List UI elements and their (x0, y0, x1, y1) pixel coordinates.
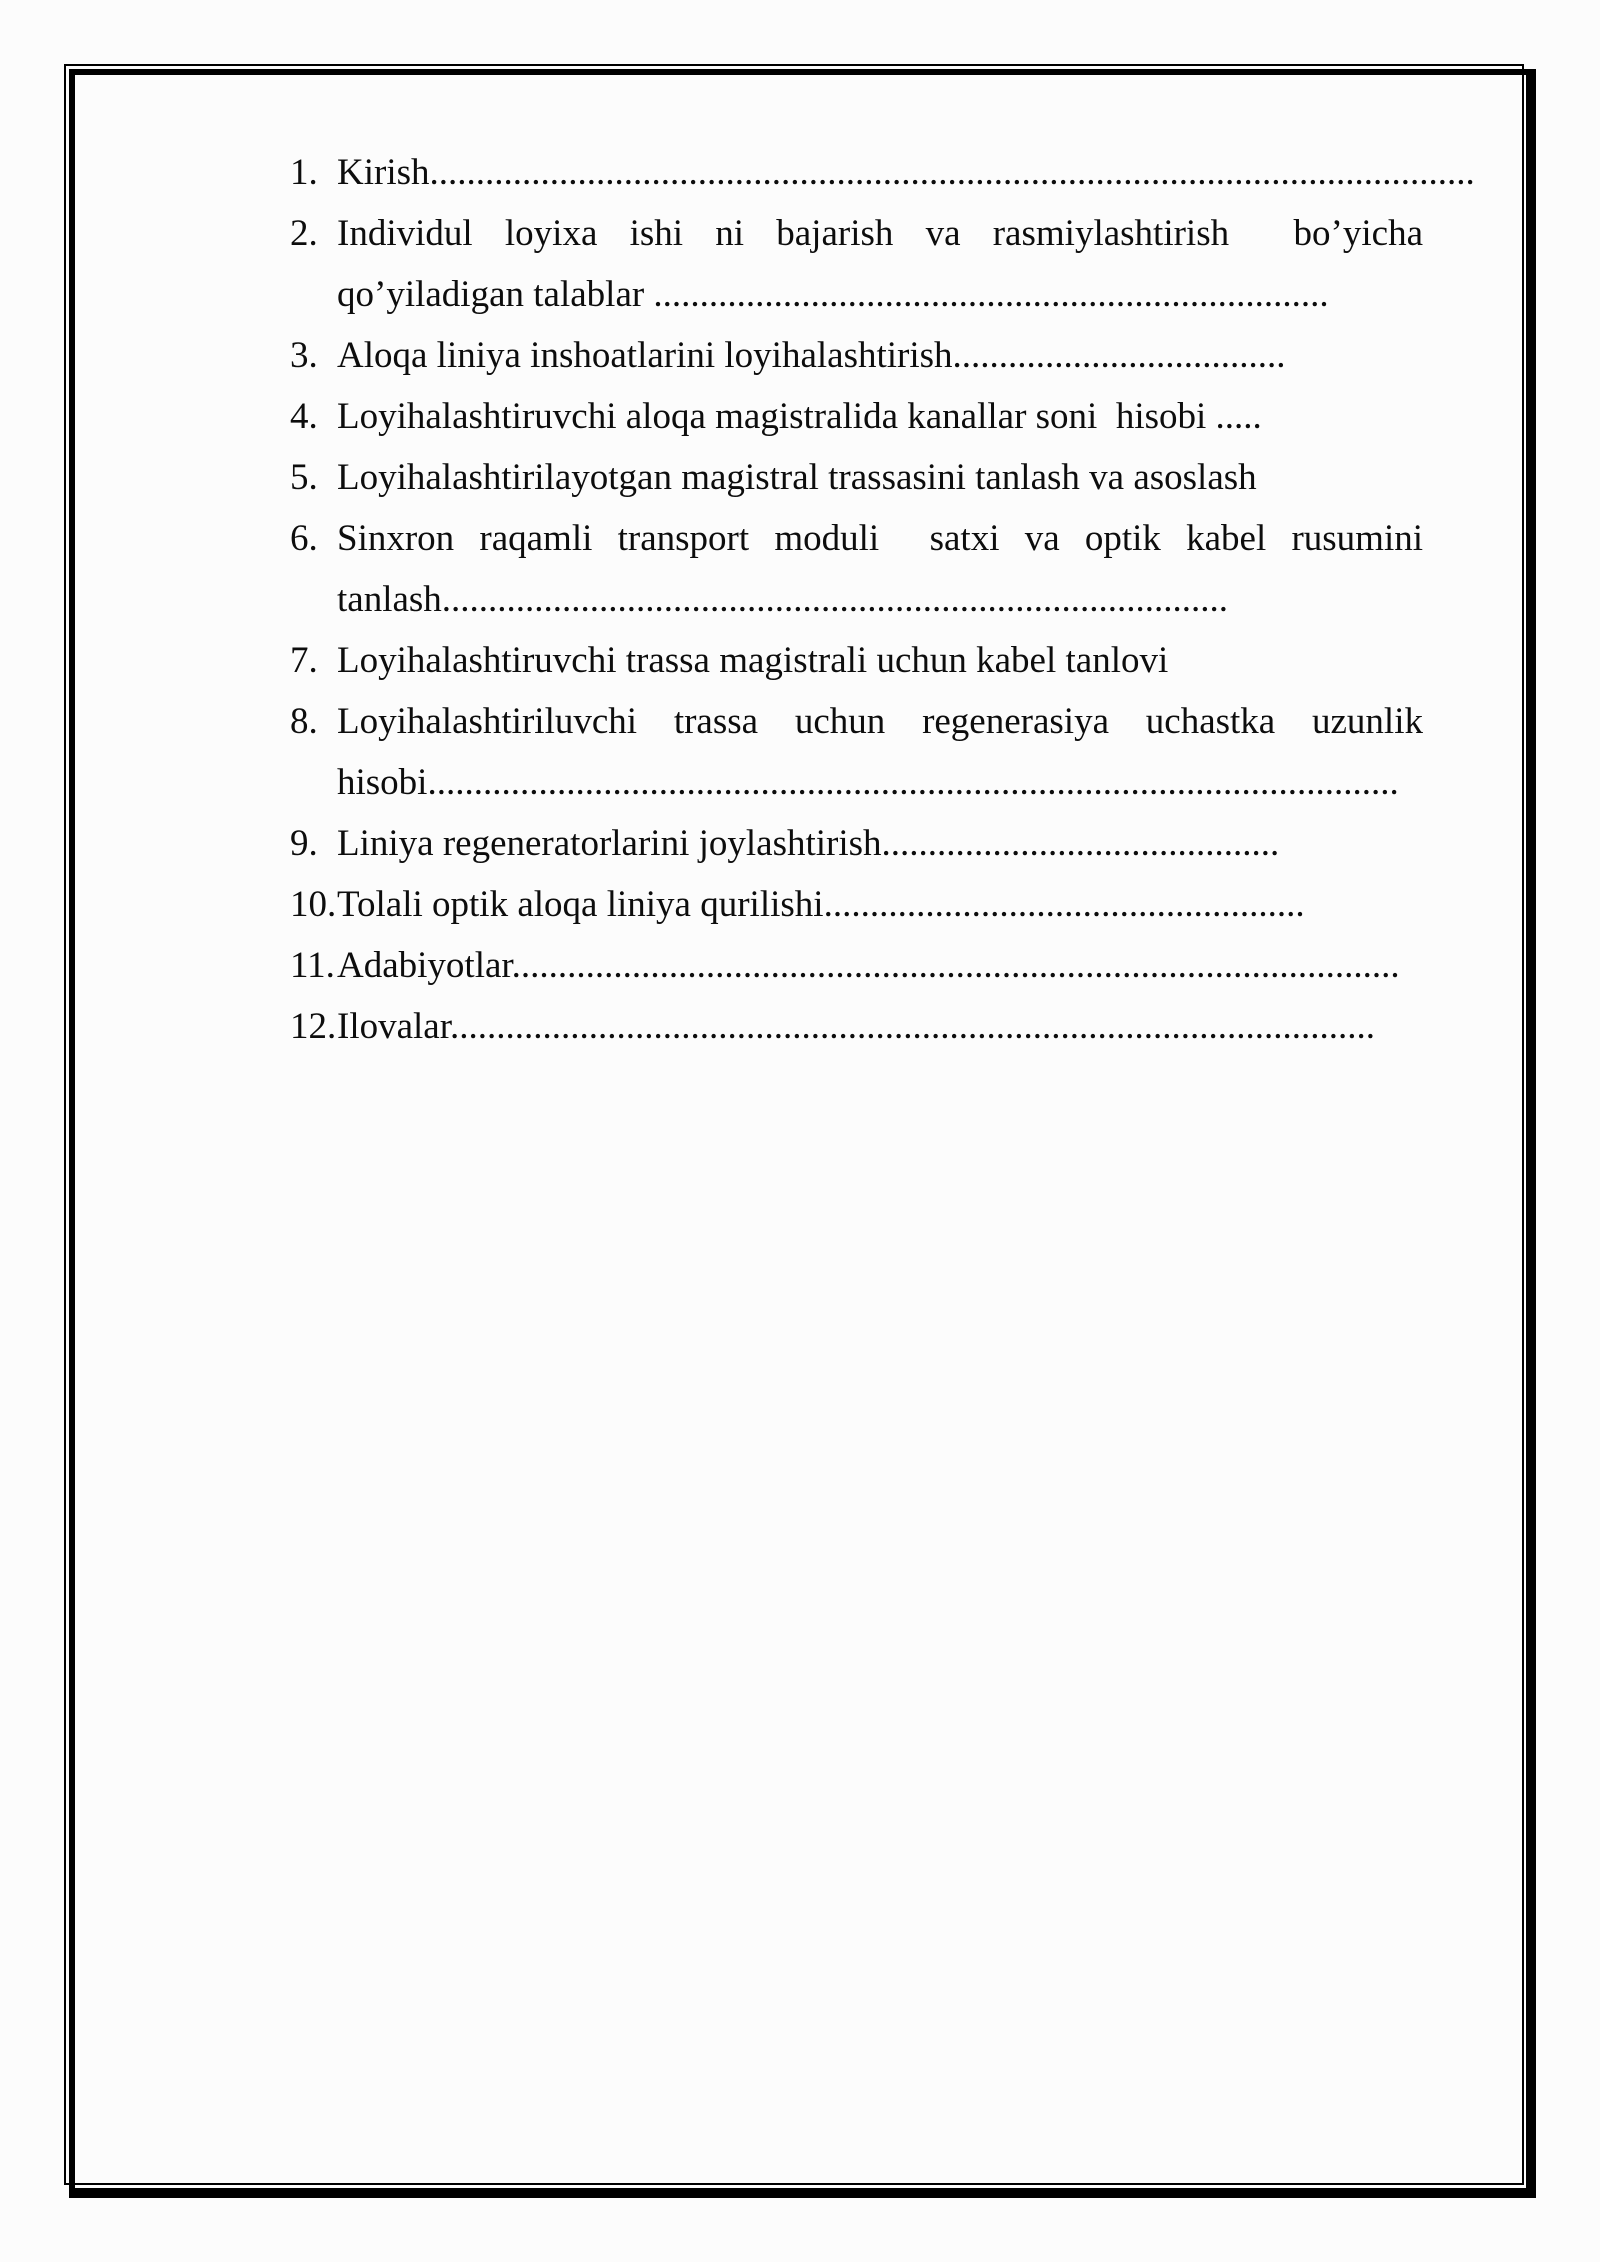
toc-item (290, 874, 1423, 935)
toc-line: Individul loyixa ishi ni bajarish va rasmiylashtirish bo’yicha (337, 213, 1423, 254)
toc-item-text (337, 996, 1423, 1057)
toc-item (290, 325, 1423, 386)
toc-line: Aloqa liniya inshoatlarini loyihalashtirish.................................... (337, 335, 1286, 376)
toc-item-number: 4. (290, 396, 318, 437)
toc-item (290, 447, 1423, 508)
toc-item-number: 12. (290, 1006, 337, 1047)
toc-item (290, 935, 1423, 996)
toc-item-text (337, 874, 1423, 935)
toc-item-text (337, 508, 1423, 630)
toc-item-text (337, 142, 1475, 203)
toc-item-number: 2. (290, 213, 318, 254)
toc-item (290, 203, 1423, 325)
toc-line: Ilovalar.................................................................................................... (337, 1006, 1376, 1047)
toc-item (290, 996, 1423, 1057)
toc-item-text (337, 935, 1423, 996)
toc-line: Loyihalashtiruvchi aloqa magistralida kanallar soni hisobi ..... (337, 396, 1262, 437)
toc-line: hisobi......................................................................................................... (337, 762, 1399, 803)
toc-line: Sinxron raqamli transport moduli satxi va optik kabel rusumini (337, 518, 1423, 559)
table-of-contents (290, 142, 1475, 1057)
toc-line: tanlash..................................................................................... (337, 579, 1229, 620)
toc-line: qo’yiladigan talablar ......................................................................... (337, 274, 1329, 315)
toc-line: Loyihalashtirilayotgan magistral trassasini tanlash va asoslash (337, 457, 1257, 498)
toc-item-text (337, 813, 1423, 874)
toc-item-number: 1. (290, 152, 318, 193)
toc-line: Loyihalashtiriluvchi trassa uchun regenerasiya uchastka uzunlik (337, 701, 1423, 742)
toc-line: Tolali optik aloqa liniya qurilishi.................................................... (337, 884, 1305, 925)
toc-item-number: 3. (290, 335, 318, 376)
toc-item-number: 10. (290, 884, 337, 925)
toc-line: Liniya regeneratorlarini joylashtirish........................................... (337, 823, 1280, 864)
toc-item-number: 9. (290, 823, 318, 864)
toc-line: Adabiyotlar................................................................................................ (337, 945, 1400, 986)
toc-item-number: 6. (290, 518, 318, 559)
toc-item (290, 142, 1475, 203)
toc-item-text (337, 447, 1423, 508)
toc-item-number: 8. (290, 701, 318, 742)
toc-item-text (337, 386, 1423, 447)
toc-line: Loyihalashtiruvchi trassa magistrali uchun kabel tanlovi (337, 640, 1169, 681)
toc-item-number: 11. (290, 945, 335, 986)
toc-item (290, 508, 1423, 630)
toc-item (290, 691, 1423, 813)
toc-item (290, 386, 1423, 447)
toc-item (290, 630, 1423, 691)
toc-item-text (337, 203, 1423, 325)
toc-line: Kirish................................................................................................................. (337, 152, 1475, 193)
toc-item-number: 7. (290, 640, 318, 681)
toc-item (290, 813, 1423, 874)
toc-item-text (337, 691, 1423, 813)
toc-item-number: 5. (290, 457, 318, 498)
toc-item-text (337, 325, 1423, 386)
toc-item-text (337, 630, 1423, 691)
